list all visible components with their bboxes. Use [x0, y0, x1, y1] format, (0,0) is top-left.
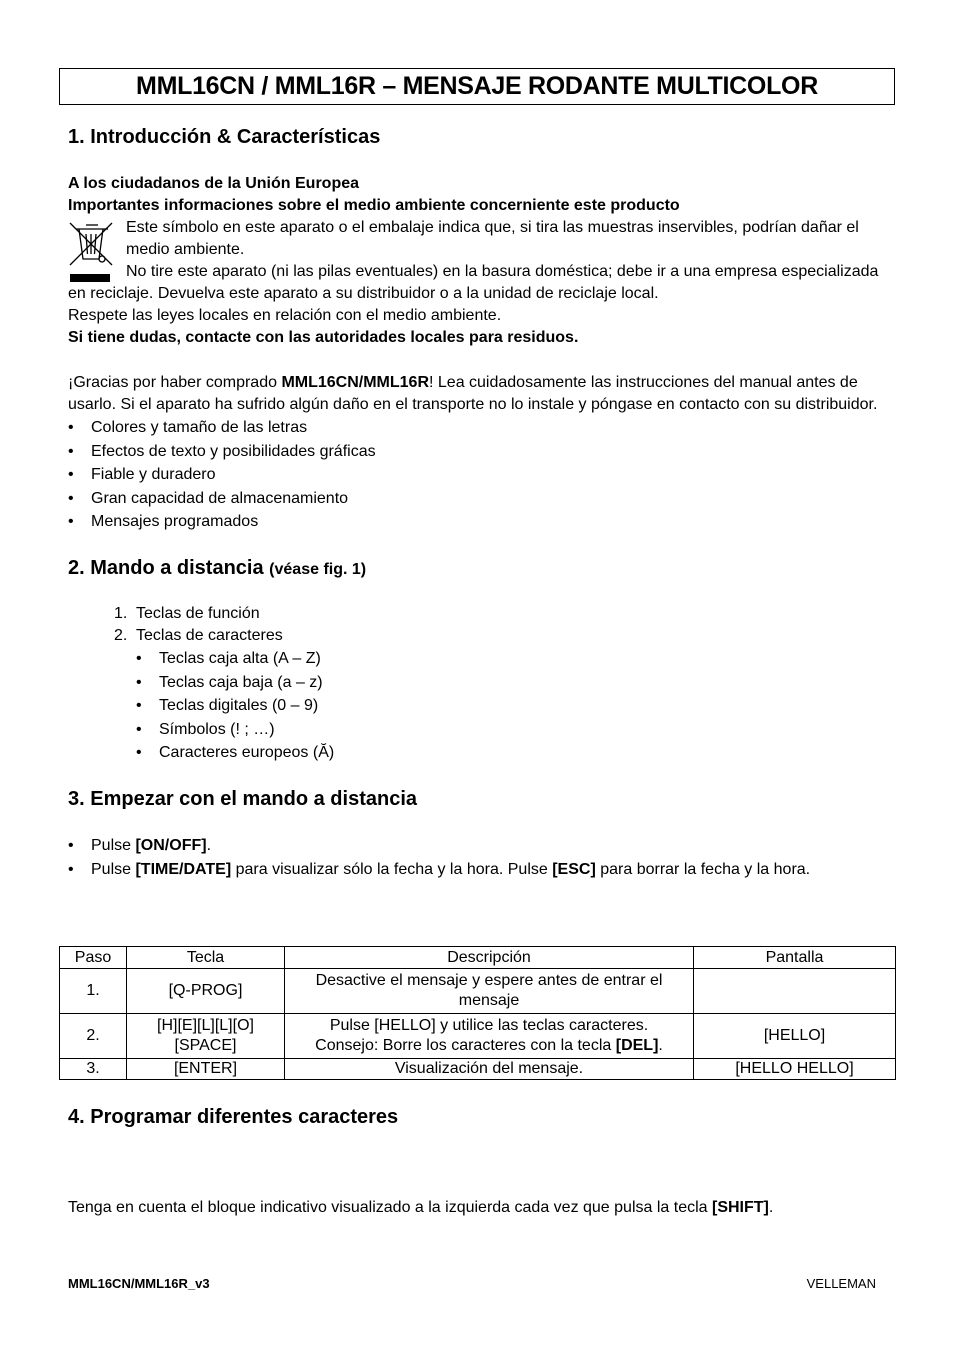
- eu-text-line: medio ambiente.: [126, 241, 245, 258]
- section-4-heading: 4. Programar diferentes caracteres: [68, 1106, 399, 1128]
- table-header-row: [60, 947, 896, 969]
- eu-text-line: en reciclaje. Devuelva este aparato a su distribuidor o a la unidad de reciclaje local.: [68, 285, 659, 302]
- column-header: Descripción: [285, 947, 694, 969]
- table-row: 1. [Q-PROG] Desactive el mensaje y espere antes de entrar el mensaje: [60, 969, 896, 1014]
- list-item: • Teclas digitales (0 – 9): [136, 695, 334, 719]
- list-item: • Fiable y duradero: [68, 464, 376, 488]
- column-header: Pantalla: [694, 947, 896, 969]
- list-item: • Símbolos (! ; …): [136, 719, 334, 743]
- crossed-bin-icon: [68, 219, 114, 283]
- list-item: 1. Teclas de función: [114, 605, 260, 622]
- list-item: • Caracteres europeos (Ă): [136, 742, 334, 766]
- eu-subheading: Importantes informaciones sobre el medio ambiente concerniente este producto: [68, 197, 680, 214]
- column-header: Tecla: [127, 947, 285, 969]
- section-1-heading: 1. Introducción & Características: [68, 126, 381, 148]
- list-item: • Pulse [TIME/DATE] para visualizar sólo la fecha y la hora. Pulse [ESC] para borrar la fecha y la hora.: [68, 859, 810, 883]
- table-row: 3. [ENTER] Visualización del mensaje. [HELLO HELLO]: [60, 1059, 896, 1080]
- eu-text-line: Respete las leyes locales en relación con el medio ambiente.: [68, 307, 502, 324]
- list-item: • Teclas caja alta (A – Z): [136, 648, 334, 672]
- steps-table: [59, 946, 896, 1080]
- table-row: 2. [H][E][L][L][O] [SPACE] Pulse [HELLO] y utilice las teclas caracteres. Consejo: Borre los caracteres con la tecla [DEL]. [HELLO]: [60, 1014, 896, 1059]
- list-item: • Gran capacidad de almacenamiento: [68, 488, 376, 512]
- section-3-heading: 3. Empezar con el mando a distancia: [68, 788, 418, 810]
- list-item: • Teclas caja baja (a – z): [136, 672, 334, 696]
- eu-bold-note: Si tiene dudas, contacte con las autoridades locales para residuos.: [68, 329, 579, 346]
- footer-version: MML16CN/MML16R_v3: [68, 1276, 210, 1291]
- section-2-heading: 2. Mando a distancia (véase fig. 1): [68, 557, 367, 579]
- list-item: • Mensajes programados: [68, 511, 376, 535]
- list-item: • Pulse [ON/OFF].: [68, 835, 810, 859]
- feature-list: [68, 417, 376, 535]
- eu-heading: A los ciudadanos de la Unión Europea: [68, 175, 360, 192]
- list-item: • Efectos de texto y posibilidades gráficas: [68, 441, 376, 465]
- model-name: MML16CN/MML16R: [281, 374, 429, 391]
- footer-brand: VELLEMAN: [806, 1276, 876, 1291]
- thanks-line-1: ¡Gracias por haber comprado MML16CN/MML16R! Lea cuidadosamente las instrucciones del manual antes de: [68, 374, 858, 391]
- character-key-list: [136, 648, 334, 766]
- shift-note: Tenga en cuenta el bloque indicativo visualizado a la izquierda cada vez que pulsa la tecla [SHIFT].: [68, 1199, 774, 1216]
- column-header: Paso: [60, 947, 127, 969]
- page-title: MML16CN / MML16R – MENSAJE RODANTE MULTICOLOR: [59, 68, 895, 105]
- figure-reference: (véase fig. 1): [269, 561, 367, 578]
- remote-key-list: [114, 603, 283, 647]
- list-item: 2. Teclas de caracteres: [114, 627, 283, 644]
- list-item: • Colores y tamaño de las letras: [68, 417, 376, 441]
- eu-text-line: No tire este aparato (ni las pilas eventuales) en la basura doméstica; debe ir a una empresa especializada: [126, 263, 879, 280]
- start-list: [68, 835, 810, 882]
- thanks-line-2: usarlo. Si el aparato ha sufrido algún daño en el transporte no lo instale y póngase en contacto con su distribuidor.: [68, 396, 878, 413]
- eu-text-line: Este símbolo en este aparato o el embalaje indica que, si tira las muestras inservibles, podrían dañar el: [126, 219, 859, 236]
